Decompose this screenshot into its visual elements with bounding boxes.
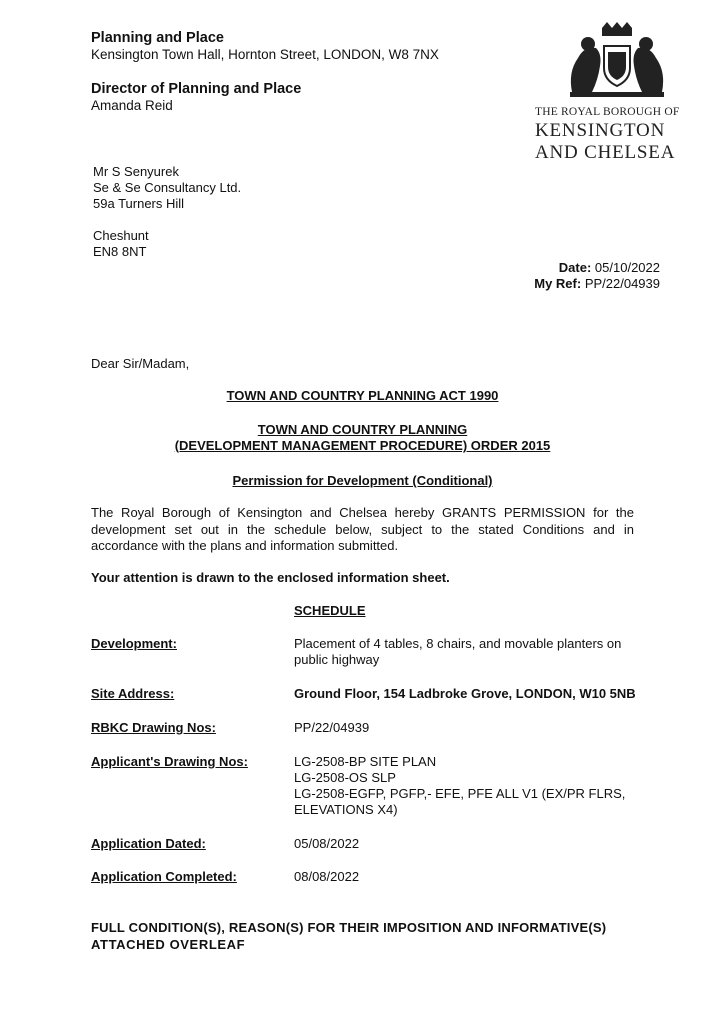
attention-note: Your attention is drawn to the enclosed information sheet.: [91, 570, 450, 585]
applicant-drawing-value-3: LG-2508-EGFP, PGFP,- EFE, PFE ALL V1 (EX/PR FLRS,: [294, 786, 626, 801]
footer-line-1: FULL CONDITION(S), REASON(S) FOR THEIR IMPOSITION AND INFORMATIVE(S): [91, 920, 607, 935]
coat-of-arms-icon: [562, 22, 672, 102]
date-value: 05/10/2022: [594, 260, 660, 275]
order-heading-text-2: (DEVELOPMENT MANAGEMENT PROCEDURE) ORDER 2015: [174, 438, 551, 453]
director-title: Director of Planning and Place: [91, 81, 302, 97]
act-heading-text: TOWN AND COUNTRY PLANNING ACT 1990: [226, 388, 499, 403]
grant-paragraph: The Royal Borough of Kensington and Chelsea hereby GRANTS PERMISSION for the development set out in the schedule below, subject to the stated Conditions and in accordance with the plans and information submitted.: [91, 505, 634, 553]
rbkc-drawing-label: RBKC Drawing Nos:: [91, 720, 216, 735]
application-completed-label: Application Completed:: [91, 869, 237, 884]
recipient-street: 59a Turners Hill: [93, 196, 185, 211]
applicant-drawing-value-4: ELEVATIONS X4): [294, 802, 398, 817]
logo-line-3: AND CHELSEA: [535, 142, 676, 163]
date-label: Date:: [558, 260, 592, 275]
footer-line-2: ATTACHED OVERLEAF: [91, 937, 246, 952]
salutation: Dear Sir/Madam,: [91, 356, 190, 371]
permission-heading-text: Permission for Development (Conditional): [232, 473, 493, 488]
development-value-1: Placement of 4 tables, 8 chairs, and movable planters on: [294, 636, 622, 651]
logo-line-1: THE ROYAL BOROUGH OF: [535, 106, 680, 118]
development-value-2: public highway: [294, 652, 380, 667]
applicant-drawing-value-2: LG-2508-OS SLP: [294, 770, 396, 785]
site-address-value: Ground Floor, 154 Ladbroke Grove, LONDON, W10 5NB: [294, 686, 636, 701]
order-heading-line-2: [0, 437, 725, 455]
department-address: Kensington Town Hall, Hornton Street, LONDON, W8 7NX: [91, 47, 439, 62]
application-dated-label: Application Dated:: [91, 836, 206, 851]
ref-value: PP/22/04939: [584, 276, 660, 291]
rbkc-drawing-value: PP/22/04939: [294, 720, 370, 735]
recipient-company: Se & Se Consultancy Ltd.: [93, 180, 242, 195]
borough-logo: [535, 22, 680, 172]
development-label: Development:: [91, 636, 177, 651]
recipient-name: Mr S Senyurek: [93, 164, 179, 179]
act-heading: [0, 387, 725, 405]
applicant-drawing-value-1: LG-2508-BP SITE PLAN: [294, 754, 437, 769]
application-completed-value: 08/08/2022: [294, 869, 360, 884]
ref-label: My Ref:: [534, 276, 582, 291]
logo-line-2: KENSINGTON: [535, 120, 666, 141]
director-name: Amanda Reid: [91, 98, 173, 113]
site-address-label: Site Address:: [91, 686, 175, 701]
recipient-postcode: EN8 8NT: [93, 244, 147, 259]
schedule-title: SCHEDULE: [294, 603, 366, 618]
recipient-town: Cheshunt: [93, 228, 149, 243]
permission-heading: [0, 472, 725, 490]
applicant-drawing-label: Applicant's Drawing Nos:: [91, 754, 248, 769]
application-dated-value: 05/08/2022: [294, 836, 360, 851]
order-heading-text-1: TOWN AND COUNTRY PLANNING: [257, 422, 468, 437]
department-title: Planning and Place: [91, 30, 224, 46]
ref-line: [534, 275, 660, 293]
